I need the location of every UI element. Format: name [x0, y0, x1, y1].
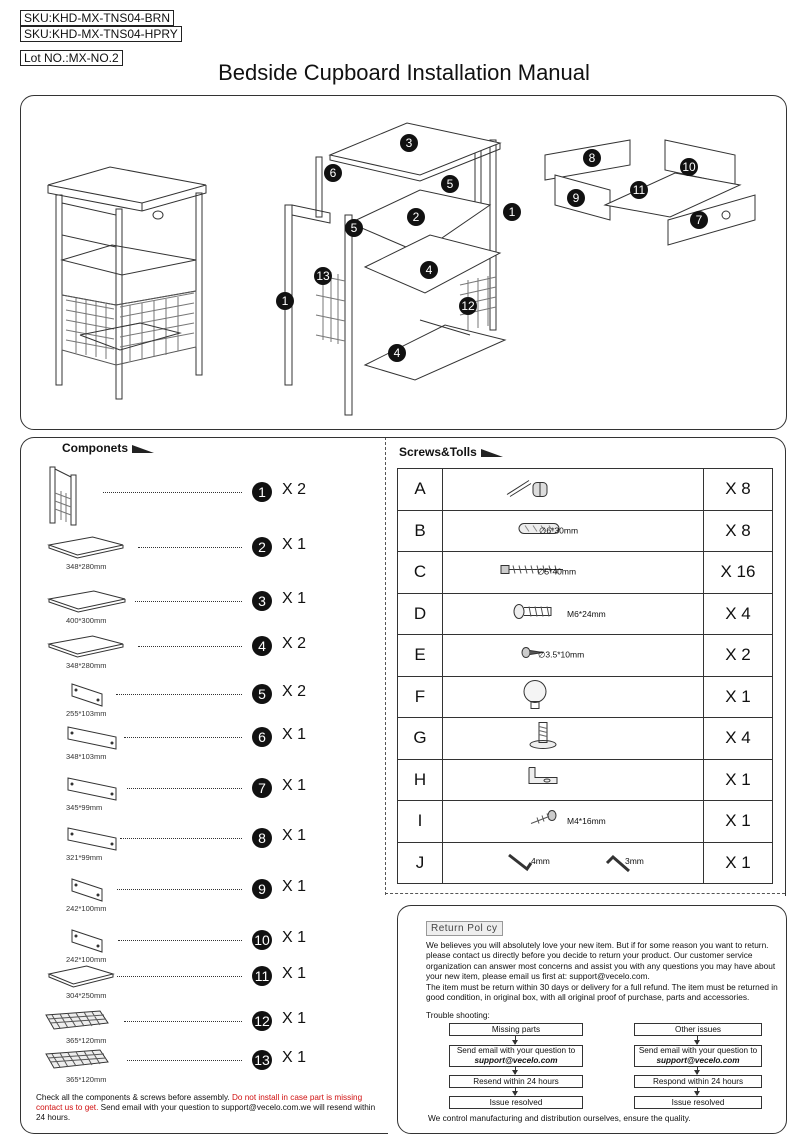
screw-row-f [398, 676, 773, 718]
screw-row-c [398, 552, 773, 594]
screw-letter: C [398, 552, 443, 594]
screws-title: Screws&Tolls [399, 445, 503, 459]
screw-letter: B [398, 510, 443, 552]
component-size: 348*103mm [66, 752, 107, 761]
flow-arrow [515, 1088, 516, 1095]
tool-size: 4mm [531, 855, 550, 866]
tool-size: 3mm [625, 855, 644, 866]
screws-table [397, 468, 773, 884]
flow-arrow [697, 1036, 698, 1044]
diagram-callout-3: 3 [400, 134, 418, 152]
assembled-cabinet-drawing [48, 167, 206, 399]
return-policy-title: Return Pol cy [426, 921, 503, 936]
leader-dots [124, 1021, 242, 1022]
hardware-f-icon [517, 677, 553, 716]
leader-dots [103, 492, 242, 493]
component-quantity: X 1 [282, 777, 307, 794]
leader-dots [120, 838, 242, 839]
leader-dots [138, 547, 242, 548]
component-quantity: X 1 [282, 590, 307, 607]
screw-spec: ∅5*40mm [537, 566, 577, 577]
diagram-callout-13: 13 [314, 267, 332, 285]
hardware-g-icon [523, 720, 563, 757]
component-number-3: 3 [252, 591, 272, 611]
component-number-10: 10 [252, 930, 272, 950]
screw-spec: ∅3.5*10mm [538, 649, 585, 660]
leader-dots [124, 737, 242, 738]
screw-letter: G [398, 718, 443, 760]
leader-dots [116, 694, 242, 695]
component-size: 321*99mm [66, 853, 103, 862]
screw-letter: H [398, 759, 443, 801]
screw-row-b [398, 510, 773, 552]
flow-arrow [697, 1088, 698, 1095]
hardware-a-icon [501, 473, 561, 506]
component-number-11: 11 [252, 966, 272, 986]
screw-illustration-cell [443, 801, 704, 843]
diagram-callout-8: 8 [583, 149, 601, 167]
screw-quantity: X 1 [704, 842, 773, 884]
component-number-8: 8 [252, 828, 272, 848]
diagram-callout-5: 5 [441, 175, 459, 193]
diagram-callout-7: 7 [690, 211, 708, 229]
flow-right-resolved: Issue resolved [634, 1096, 762, 1109]
hardware-d-icon [511, 600, 561, 627]
flow-left-email: Send email with your question to support@vecelo.com [449, 1045, 583, 1067]
screw-spec: ∅6*30mm [539, 525, 579, 536]
component-quantity: X 1 [282, 878, 307, 895]
screw-quantity: X 4 [704, 718, 773, 760]
flow-arrow [697, 1067, 698, 1074]
component-size: 345*99mm [66, 803, 103, 812]
screw-illustration-cell [443, 676, 704, 718]
diagram-callout-12: 12 [459, 297, 477, 315]
screw-spec: M6*24mm [567, 608, 606, 619]
diagram-callout-1: 1 [276, 292, 294, 310]
components-title: Componets [62, 441, 154, 455]
component-number-13: 13 [252, 1050, 272, 1070]
leader-dots [127, 1060, 242, 1061]
diagram-callout-10: 10 [680, 158, 698, 176]
component-number-2: 2 [252, 537, 272, 557]
flow-right-other-issues: Other issues [634, 1023, 762, 1036]
screw-row-e [398, 635, 773, 677]
screw-illustration-cell [443, 552, 704, 594]
hardware-i-icon [525, 808, 559, 835]
screw-row-a [398, 469, 773, 511]
component-size: 400*300mm [66, 616, 107, 625]
screw-quantity: X 1 [704, 676, 773, 718]
screw-illustration-cell [443, 510, 704, 552]
flow-left-missing-parts: Missing parts [449, 1023, 583, 1036]
component-quantity: X 1 [282, 827, 307, 844]
screw-quantity: X 8 [704, 469, 773, 511]
screw-illustration-cell [443, 635, 704, 677]
leader-dots [117, 976, 242, 977]
component-number-1: 1 [252, 482, 272, 502]
component-size: 242*100mm [66, 904, 107, 913]
component-number-12: 12 [252, 1011, 272, 1031]
screw-quantity: X 4 [704, 593, 773, 635]
screw-letter: F [398, 676, 443, 718]
screw-row-j [398, 842, 773, 884]
return-policy-bottom-note: We control manufacturing and distribution ourselves, ensure the quality. [428, 1113, 691, 1123]
screw-quantity: X 8 [704, 510, 773, 552]
component-quantity: X 1 [282, 965, 307, 982]
page-title: Bedside Cupboard Installation Manual [218, 60, 590, 85]
screw-illustration-cell [443, 842, 704, 884]
flow-left-resend: Resend within 24 hours [449, 1075, 583, 1088]
flow-arrow [515, 1067, 516, 1074]
leader-dots [117, 889, 242, 890]
component-quantity: X 2 [282, 481, 307, 498]
screw-letter: J [398, 842, 443, 884]
screw-illustration-cell [443, 469, 704, 511]
component-quantity: X 1 [282, 929, 307, 946]
screw-row-i [398, 801, 773, 843]
component-quantity: X 1 [282, 1010, 307, 1027]
diagram-callout-9: 9 [567, 189, 585, 207]
component-size: 242*100mm [66, 955, 107, 964]
component-number-9: 9 [252, 879, 272, 899]
screw-quantity: X 1 [704, 759, 773, 801]
component-quantity: X 1 [282, 726, 307, 743]
component-number-4: 4 [252, 636, 272, 656]
screw-illustration-cell [443, 718, 704, 760]
component-size: 348*280mm [66, 661, 107, 670]
component-quantity: X 2 [282, 635, 307, 652]
lot-number: Lot NO.:MX-NO.2 [20, 50, 123, 66]
screw-letter: D [398, 593, 443, 635]
screw-quantity: X 1 [704, 801, 773, 843]
trouble-shooting-label: Trouble shooting: [426, 1010, 490, 1020]
flow-arrow [515, 1036, 516, 1044]
component-size: 365*120mm [66, 1075, 107, 1084]
component-quantity: X 1 [282, 1049, 307, 1066]
screw-row-d [398, 593, 773, 635]
diagram-callout-6: 6 [324, 164, 342, 182]
screw-row-g [398, 718, 773, 760]
flow-right-respond: Respond within 24 hours [634, 1075, 762, 1088]
screw-spec: M4*16mm [567, 816, 606, 827]
diagram-callout-4: 4 [420, 261, 438, 279]
leader-dots [138, 646, 242, 647]
component-number-6: 6 [252, 727, 272, 747]
sku-line-2: SKU:KHD-MX-TNS04-HPRY [20, 26, 182, 42]
components-footer-note: Check all the components & screws before assembly. Do not install in case part is missing contact us to get. Send email with your question to support@vecelo.com.we will resend within 24 hours. [36, 1093, 376, 1122]
component-quantity: X 2 [282, 683, 307, 700]
return-policy-text: We believes you will absolutely love your new item. But if for some reason you want to return. please contact us directly before you decide to return your product. Our customer service organization can answer most concerns and assist you with any questions you may have about your new item, please email us first at: support@vecelo.com. The item must be return within 30 days or delivery for a full refund. The item must be returned in good condition, in original box, with all original proof of purchase, parts and accessories. [426, 940, 778, 1003]
screw-letter: I [398, 801, 443, 843]
diagram-callout-1: 1 [503, 203, 521, 221]
component-quantity: X 1 [282, 536, 307, 553]
hardware-h-icon [523, 763, 563, 796]
leader-dots [127, 788, 242, 789]
diagram-callout-2: 2 [407, 208, 425, 226]
screw-illustration-cell [443, 759, 704, 801]
flow-right-email: Send email with your question to support@vecelo.com [634, 1045, 762, 1067]
screw-letter: E [398, 635, 443, 677]
screw-quantity: X 16 [704, 552, 773, 594]
component-number-7: 7 [252, 778, 272, 798]
component-size: 304*250mm [66, 991, 107, 1000]
screw-letter: A [398, 469, 443, 511]
leader-dots [135, 601, 242, 602]
sku-line-1: SKU:KHD-MX-TNS04-BRN [20, 10, 174, 26]
screw-row-h [398, 759, 773, 801]
diagram-callout-11: 11 [630, 181, 648, 199]
component-size: 348*280mm [66, 562, 107, 571]
component-size: 255*103mm [66, 709, 107, 718]
screw-illustration-cell [443, 593, 704, 635]
leader-dots [118, 940, 242, 941]
diagram-callout-4: 4 [388, 344, 406, 362]
screw-quantity: X 2 [704, 635, 773, 677]
flow-left-resolved: Issue resolved [449, 1096, 583, 1109]
component-number-5: 5 [252, 684, 272, 704]
diagram-callout-5: 5 [345, 219, 363, 237]
component-size: 365*120mm [66, 1036, 107, 1045]
